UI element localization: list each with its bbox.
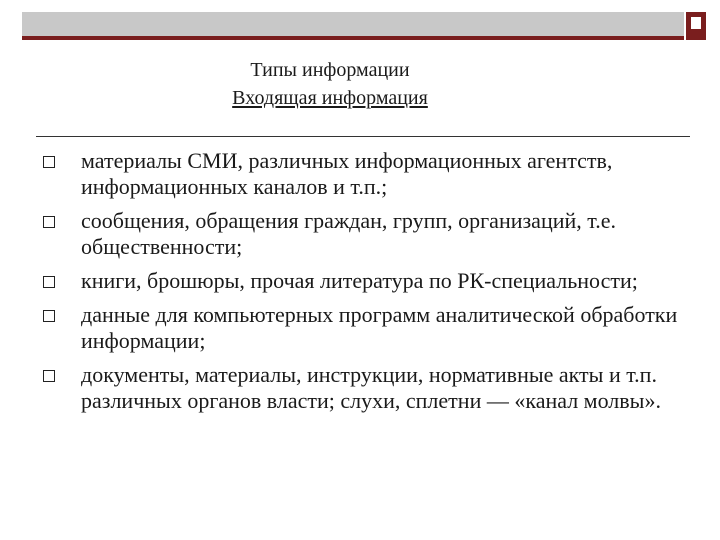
slide-subtitle <box>0 86 660 110</box>
list-item <box>42 302 682 354</box>
list-item <box>42 362 682 414</box>
corner-square-icon <box>686 12 706 40</box>
list-item <box>42 148 682 200</box>
slide-subtitle-text: Входящая информация <box>232 87 428 109</box>
list-item <box>42 268 682 294</box>
list-item-text: материалы СМИ, различных информационных агентств, информационных каналов и т.п.; <box>81 148 613 199</box>
hollow-square-bullet-icon <box>43 310 55 322</box>
hollow-square-bullet-icon <box>43 276 55 288</box>
hollow-square-bullet-icon <box>43 370 55 382</box>
bullet-list <box>42 148 682 422</box>
list-item-text: документы, материалы, инструкции, нормативные акты и т.п. различных органов власти; слухи, сплетни — «канал молвы». <box>81 362 661 413</box>
list-item-text: данные для компьютерных программ аналитической обработки информации; <box>81 302 678 353</box>
hollow-square-bullet-icon <box>43 156 55 168</box>
list-item <box>42 208 682 260</box>
list-item-text: сообщения, обращения граждан, групп, организаций, т.е. общественности; <box>81 208 616 259</box>
list-item-text: книги, брошюры, прочая литература по РК-специальности; <box>81 268 638 293</box>
top-decorative-bar <box>22 12 684 40</box>
slide-title: Типы информации <box>250 59 410 81</box>
title-divider <box>36 136 690 137</box>
hollow-square-bullet-icon <box>43 216 55 228</box>
